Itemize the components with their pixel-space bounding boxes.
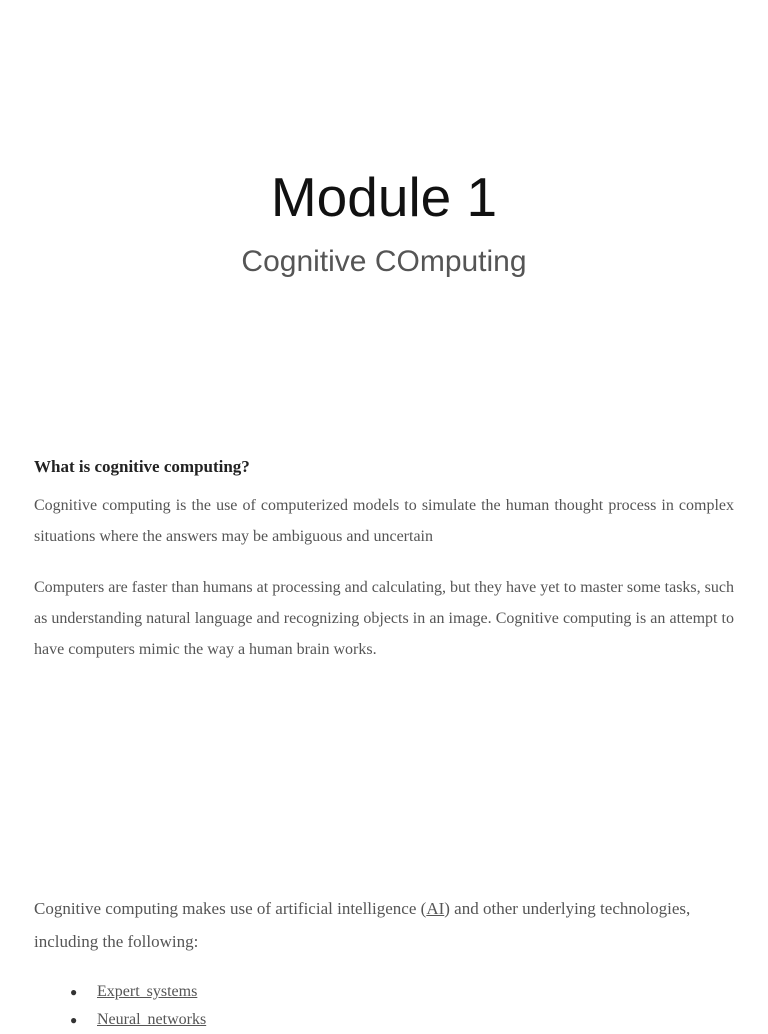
paragraph-technologies-text-end: ) and other underlying technologies, including the following: [34,899,691,951]
document-title: Module 1 [270,166,498,228]
document-subtitle: Cognitive COmputing [241,245,527,278]
paragraph-technologies-text-start: Cognitive computing makes use of artificial intelligence ( [34,899,427,918]
bullet-icon: ● [70,1013,78,1027]
expert-systems-link[interactable]: Expert systems [97,983,198,1000]
neural-networks-link[interactable]: Neural networks [97,1011,207,1028]
paragraph-technologies [34,892,734,958]
list-item [0,978,768,1006]
ai-link[interactable]: AI [426,899,445,918]
paragraph-comparison: Computers are faster than humans at processing and calculating, but they have yet to master some tasks, such as understanding natural language and recognizing objects in an image. Cognitive computing is an attempt to have computers mimic the way a human brain works. [34,579,734,658]
section-heading: What is cognitive computing? [34,457,250,476]
paragraph-definition: Cognitive computing is the use of computerized models to simulate the human thought process in complex situations where the answers may be ambiguous and uncertain [34,497,734,545]
technologies-list [0,978,768,1034]
bullet-icon: ● [70,985,78,999]
list-item [0,1006,768,1034]
